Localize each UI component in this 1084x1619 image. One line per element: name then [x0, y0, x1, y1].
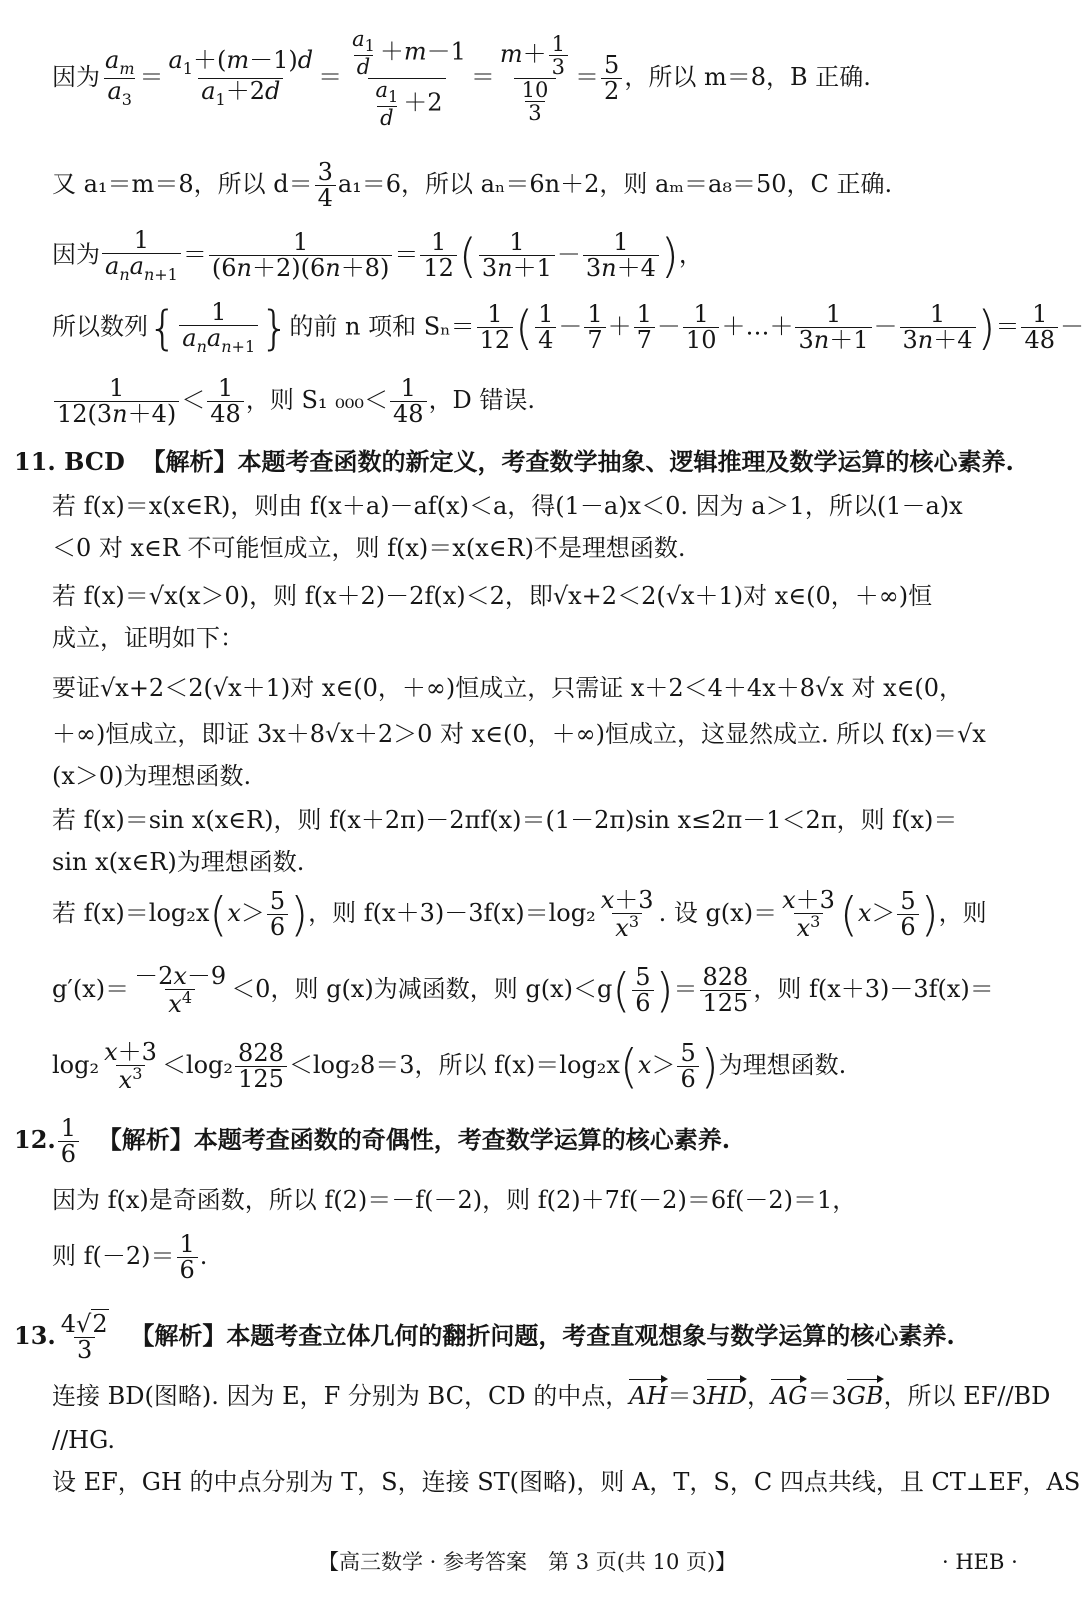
text-line: 则 f(－2)＝ $\frac{1}{6}$ .	[52, 1230, 208, 1285]
question-number: 12.	[14, 1125, 56, 1155]
solution-line-3: 因为 1 $a_na_{n+1}$ ＝ $\frac{1}{(6n+2)(6n+8)}$ ＝ $\frac{1}{12}$ ( $\frac{1}{3n+1}$ － $\frac{1}{3n+4}$ )，	[52, 226, 703, 284]
solution-line-5: $\frac{1}{12(3n+4)}$ ＜ $\frac{1}{48}$ ，则 S₁ ₀₀₀＜ $\frac{1}{48}$ ，D 错误.	[52, 376, 535, 427]
text-line: 设 EF，GH 的中点分别为 T，S，连接 ST(图略)，则 A，T，S，C 四点共线，且 CT⊥EF，AS	[52, 1468, 1081, 1496]
text-line: sin x(x∈R)为理想函数.	[52, 848, 305, 876]
solution-line-log-2: g′(x)＝ $\frac{-2x-9}{x^4}$ ＜0，则 g(x)为减函数，则 g(x)＜g( $\frac{5}{6}$ )＝ $\frac{828}{125}$ ，则 f(x＋3)－3f(x)＝	[52, 962, 994, 1019]
text-line: 连接 BD(图略). 因为 E，F 分别为 BC，CD 的中点，AH＝3HD，AG＝3GB，所以 EF//BD	[52, 1382, 1051, 1410]
text-line: (x＞0)为理想函数.	[52, 762, 252, 790]
text-line: //HG.	[52, 1426, 116, 1454]
question-13-header: 13. $\frac{4√2}{3}$ 【解析】本题考查立体几何的翻折问题，考查直观想象与数学运算的核心素养.	[14, 1310, 955, 1365]
text-line: 成立，证明如下：	[52, 624, 244, 652]
page-footer: 【高三数学 · 参考答案 第 3 页(共 10 页)】	[318, 1550, 737, 1574]
text-line: 若 f(x)＝√x(x＞0)，则 f(x＋2)－2f(x)＜2，即√x+2＜2(√x＋1)对 x∈(0，＋∞)恒	[52, 582, 933, 610]
question-number: 13.	[14, 1321, 56, 1351]
analysis-tag: 【解析】本题考查函数的新定义，考查数学抽象、逻辑推理及数学运算的核心素养.	[141, 447, 1014, 476]
text-line: 若 f(x)＝x(x∈R)，则由 f(x＋a)－af(x)＜a，得(1－a)x＜0. 因为 a＞1，所以(1－a)x	[52, 492, 963, 520]
solution-line-4: 所以数列{ 1 $a_na_{n+1}$ }的前 n 项和 Sₙ＝ $\frac{1}{12}$ ( $\frac{1}{4}$ － $\frac{1}{7}$ ＋ $\frac{1}{7}$ － $\frac{1}{10}$ ＋…＋ $\frac{1}{3n+1}$ － $\frac{1}{3n+4}$ )＝ $\frac{1}{48}$ －	[52, 298, 1084, 356]
solution-line-log-3: log₂ $\frac{x+3}{x^3}$ ＜log₂ $\frac{828}{125}$ ＜log₂8＝3，所以 f(x)＝log₂x(x＞ $\frac{5}{6}$ )为理想函数.	[52, 1038, 847, 1095]
question-number: 11. BCD	[14, 447, 125, 476]
solution-line-1: 因为 $\frac{a_m}{a_3}$ ＝ $\frac{a_1+(m-1)d}{a_1+2d}$ ＝ $\frac{a_1}{d}$ ＋m－1 $\frac{a_1}{d}$ ＋2 ＝ m＋ $\frac{1}{3}$ $\frac{10}{3}$ ＝ $\frac{5}{2}$ ，所以 m＝8，B 正确.	[52, 27, 871, 131]
analysis-tag: 【解析】本题考查立体几何的翻折问题，考查直观想象与数学运算的核心素养.	[130, 1321, 955, 1351]
text-line: ＜0 对 x∈R 不可能恒成立，则 f(x)＝x(x∈R)不是理想函数.	[52, 534, 686, 562]
text-line: ＋∞)恒成立，即证 3x＋8√x＋2＞0 对 x∈(0，＋∞)恒成立，这显然成立. 所以 f(x)＝√x	[52, 720, 986, 748]
paper-code: · HEB ·	[942, 1550, 1018, 1574]
question-11-header	[14, 447, 1014, 476]
analysis-tag: 【解析】本题考查函数的奇偶性，考查数学运算的核心素养.	[97, 1125, 731, 1155]
text-line: 因为 f(x)是奇函数，所以 f(2)＝－f(－2)，则 f(2)＋7f(－2)＝6f(－2)＝1，	[52, 1186, 857, 1214]
solution-line-2: 又 a₁＝m＝8，所以 d＝ $\frac{3}{4}$ a₁＝6，所以 aₙ＝6n＋2，则 aₘ＝a₈＝50，C 正确.	[52, 158, 893, 213]
question-12-header: 12. $\frac{1}{6}$ 【解析】本题考查函数的奇偶性，考查数学运算的核心素养.	[14, 1114, 731, 1169]
text-line: 若 f(x)＝sin x(x∈R)，则 f(x＋2π)－2πf(x)＝(1－2π)sin x≤2π－1＜2π，则 f(x)＝	[52, 806, 958, 834]
text-line: 要证√x+2＜2(√x＋1)对 x∈(0，＋∞)恒成立，只需证 x＋2＜4＋4x＋8√x 对 x∈(0，	[52, 674, 964, 702]
solution-line-log-1: 若 f(x)＝log₂x(x＞ $\frac{5}{6}$ )，则 f(x＋3)－3f(x)＝log₂ $\frac{x+3}{x^3}$ . 设 g(x)＝ $\frac{x+3}{x^3}$ (x＞ $\frac{5}{6}$ )，则	[52, 886, 987, 943]
